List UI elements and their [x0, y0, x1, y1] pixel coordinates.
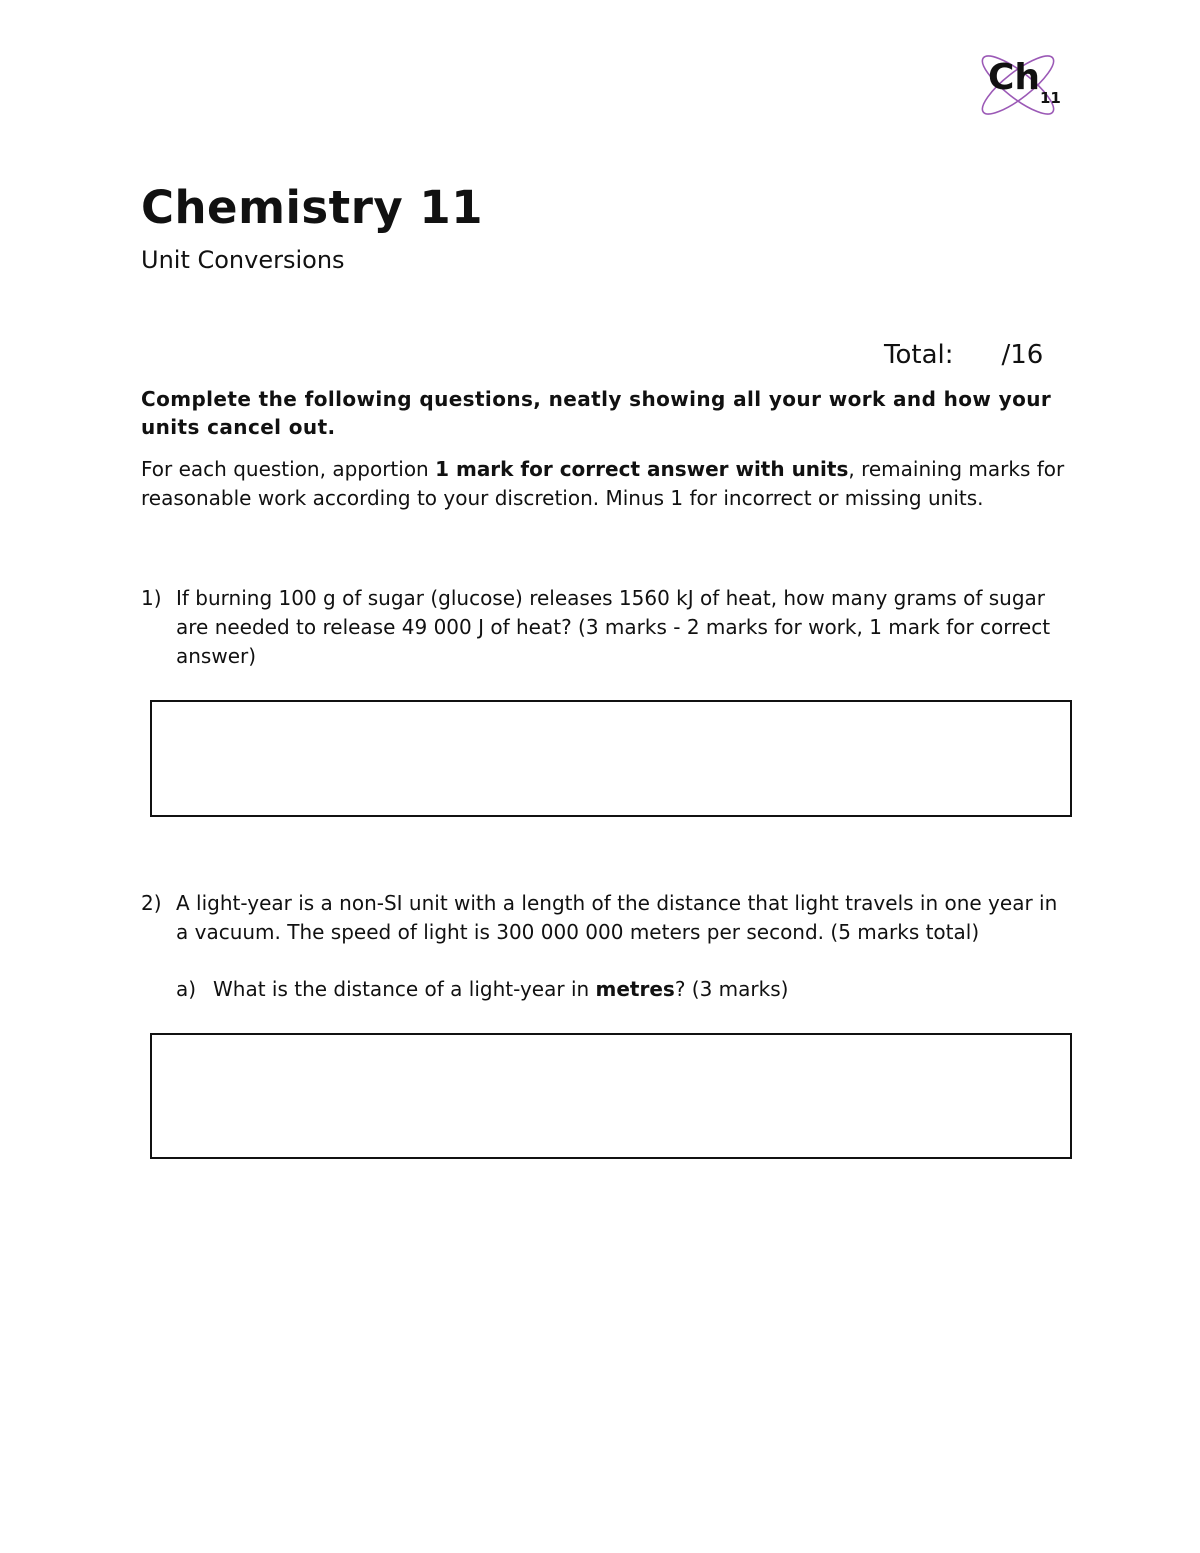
instructions-text: Complete the following questions, neatly showing all your work and how your units cancel out. [141, 387, 1052, 439]
marking-note-suffix: , remaining marks for reasonable work according to your discretion. Minus 1 for incorrect or missing units. [141, 457, 1065, 510]
page-title: Chemistry 11 [141, 181, 484, 234]
page-subtitle: Unit Conversions [141, 246, 345, 274]
question-text: If burning 100 g of sugar (glucose) releases 1560 kJ of heat, how many grams of sugar are needed to release 49 000 J of heat? (3 marks - 2 marks for work, 1 mark for correct answer) [176, 586, 1051, 668]
total-value: /16 [1001, 340, 1044, 370]
question-1 [141, 584, 1071, 674]
answer-box-2a[interactable] [150, 1033, 1072, 1159]
logo-text: Ch [988, 57, 1041, 98]
logo-subscript: 11 [1040, 89, 1061, 107]
question-number: 2) [141, 891, 162, 915]
subquestion-suffix: ? (3 marks) [674, 977, 789, 1001]
answer-box-1[interactable] [150, 700, 1072, 817]
total-score [884, 338, 1043, 372]
subquestion-label: a) [176, 977, 197, 1001]
marking-note-bold: 1 mark for correct answer with units [435, 457, 849, 481]
question-number: 1) [141, 586, 162, 610]
subquestion-bold: metres [595, 977, 675, 1001]
subquestion-prefix: What is the distance of a light-year in [213, 977, 596, 1001]
question-text: A light-year is a non-SI unit with a length of the distance that light travels in one year in a vacuum. The speed of light is 300 000 000 meters per second. (5 marks total) [176, 891, 1058, 944]
total-label: Total: [884, 340, 954, 370]
marking-note [141, 455, 1071, 512]
subquestion-text [213, 975, 788, 1004]
marking-note-prefix: For each question, apportion [141, 457, 436, 481]
question-2 [141, 889, 1071, 979]
